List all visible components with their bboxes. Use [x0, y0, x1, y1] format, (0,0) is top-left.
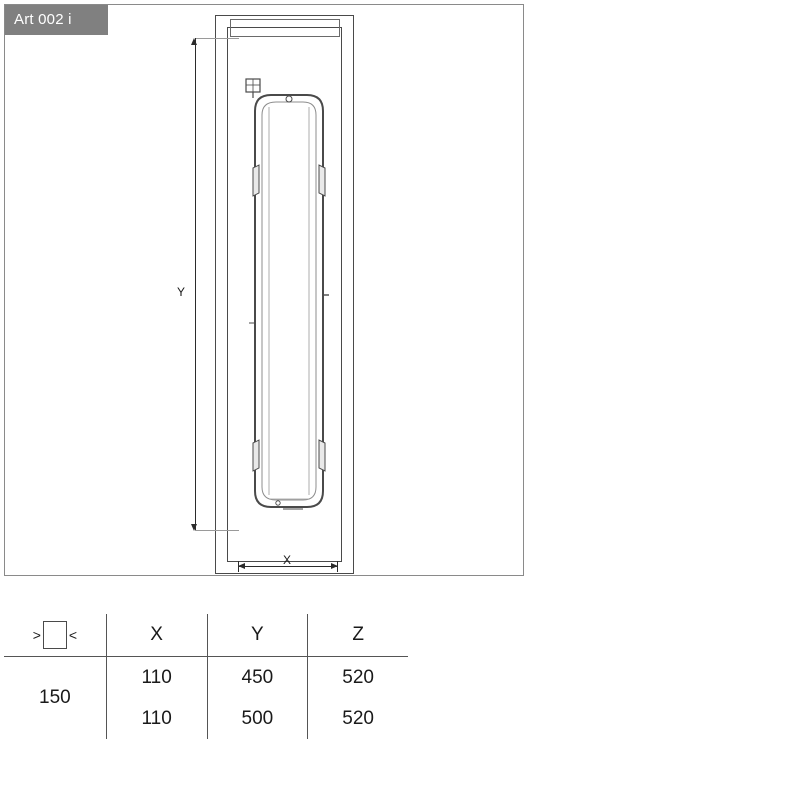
cell-z-1: 520: [308, 657, 408, 699]
column-header-width-symbol: [4, 614, 106, 657]
cabinet-top-rail-upper: [230, 19, 339, 20]
dimension-x-label: X: [283, 553, 292, 567]
width-symbol-right: <: [68, 627, 78, 643]
cabinet-inner-top: [227, 27, 342, 28]
width-symbol-box: [43, 621, 67, 649]
width-symbol-left: >: [32, 627, 41, 643]
dimension-x-arrow-right: [331, 563, 338, 569]
cell-cabinet-width: 150: [39, 687, 71, 708]
cell-y-1: 450: [207, 657, 308, 699]
specification-table: [4, 614, 408, 739]
dimension-y-label: Y: [177, 285, 186, 299]
dimension-x-arrow-left: [238, 563, 245, 569]
dimension-y-extension-top: [195, 38, 239, 39]
cabinet-outline-bottom: [215, 573, 354, 574]
page-title: Art 002 i: [5, 5, 108, 35]
pull-out-basket-icon: [233, 65, 343, 545]
cabinet-top-rail-right: [339, 19, 340, 37]
cell-x-1: 110: [106, 657, 207, 699]
dimension-y-extension-bottom: [195, 530, 239, 531]
column-header-x: X: [106, 614, 207, 657]
cabinet-outline-left: [215, 15, 216, 573]
cell-z-2: 520: [308, 698, 408, 739]
dimension-y-line: [195, 38, 196, 530]
column-header-z: Z: [308, 614, 408, 657]
cabinet-outline-top: [215, 15, 354, 16]
column-header-y: Y: [207, 614, 308, 657]
cabinet-top-rail-lower: [230, 36, 339, 37]
dimension-y-arrow-top: [191, 38, 197, 45]
table-row: [4, 657, 408, 699]
cabinet-outline-right: [353, 15, 354, 573]
cell-y-2: 500: [207, 698, 308, 739]
cell-x-2: 110: [106, 698, 207, 739]
width-arrows-icon: [33, 621, 77, 649]
table-header-row: [4, 614, 408, 657]
cabinet-top-rail-left: [230, 19, 231, 37]
dimension-y-arrow-bottom: [191, 524, 197, 531]
cabinet-inner-left: [227, 27, 228, 561]
technical-drawing-panel: [4, 4, 524, 576]
